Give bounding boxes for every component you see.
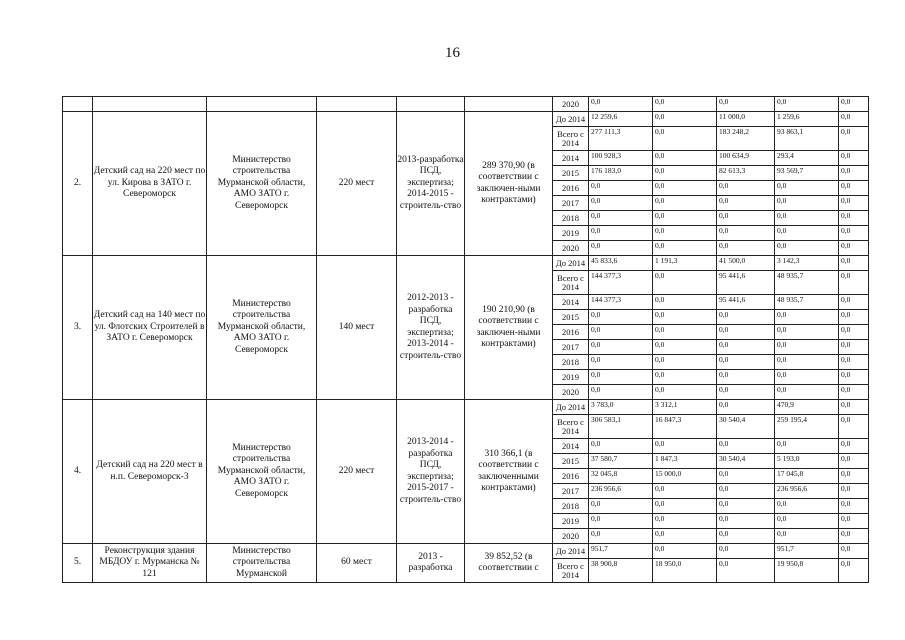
year-cell: Всего с 2014 <box>553 271 589 295</box>
value-cell: 1 847,3 <box>653 454 717 469</box>
value-cell: 0,0 <box>839 295 869 310</box>
value-cell: 0,0 <box>717 340 775 355</box>
value-cell: 0,0 <box>839 439 869 454</box>
value-cell: 0,0 <box>653 196 717 211</box>
value-cell: 0,0 <box>839 211 869 226</box>
value-cell: 0,0 <box>589 181 653 196</box>
value-cell: 0,0 <box>839 127 869 151</box>
value-cell: 0,0 <box>775 439 839 454</box>
value-cell: 0,0 <box>653 544 717 559</box>
value-cell: 0,0 <box>839 484 869 499</box>
project-cost: 39 852,52 (в соответствии с <box>465 544 553 583</box>
project-capacity: 140 мест <box>317 256 397 400</box>
value-cell: 100 928,3 <box>589 151 653 166</box>
value-cell: 0,0 <box>653 295 717 310</box>
value-cell: 16 847,3 <box>653 415 717 439</box>
value-cell: 470,9 <box>775 400 839 415</box>
value-cell: 0,0 <box>839 415 869 439</box>
value-cell: 93 863,1 <box>775 127 839 151</box>
value-cell: 30 540,4 <box>717 454 775 469</box>
value-cell: 0,0 <box>653 97 717 112</box>
project-number: 3. <box>63 256 93 400</box>
value-cell: 1 259,6 <box>775 112 839 127</box>
value-cell: 0,0 <box>717 355 775 370</box>
project-number: 2. <box>63 112 93 256</box>
value-cell: 0,0 <box>839 112 869 127</box>
project-name: Реконструкция здания МБДОУ г. Мурманска № 121 <box>93 544 207 583</box>
project-number: 5. <box>63 544 93 583</box>
value-cell: 100 634,9 <box>717 151 775 166</box>
value-cell: 0,0 <box>589 439 653 454</box>
value-cell: 0,0 <box>775 211 839 226</box>
value-cell: 0,0 <box>775 514 839 529</box>
value-cell: 18 950,0 <box>653 559 717 583</box>
value-cell: 41 500,0 <box>717 256 775 271</box>
project-capacity: 220 мест <box>317 400 397 544</box>
project-period: 2012-2013 - разработка ПСД, экспертиза; 2013-2014 - строитель-ство <box>397 256 465 400</box>
value-cell: 0,0 <box>653 385 717 400</box>
value-cell: 0,0 <box>653 241 717 256</box>
value-cell: 3 312,1 <box>653 400 717 415</box>
value-cell: 0,0 <box>653 529 717 544</box>
value-cell: 17 045,8 <box>775 469 839 484</box>
year-cell: 2015 <box>553 454 589 469</box>
value-cell: 0,0 <box>717 484 775 499</box>
value-cell: 236 956,6 <box>775 484 839 499</box>
value-cell: 0,0 <box>839 529 869 544</box>
value-cell: 37 580,7 <box>589 454 653 469</box>
value-cell: 0,0 <box>589 226 653 241</box>
value-cell: 95 441,6 <box>717 271 775 295</box>
value-cell: 0,0 <box>653 226 717 241</box>
value-cell: 0,0 <box>653 439 717 454</box>
value-cell: 30 540,4 <box>717 415 775 439</box>
value-cell: 0,0 <box>653 355 717 370</box>
value-cell: 0,0 <box>717 559 775 583</box>
value-cell: 0,0 <box>717 529 775 544</box>
year-cell: Всего с 2014 <box>553 415 589 439</box>
value-cell: 0,0 <box>839 97 869 112</box>
value-cell: 0,0 <box>775 385 839 400</box>
value-cell: 0,0 <box>775 355 839 370</box>
year-cell: Всего с 2014 <box>553 559 589 583</box>
value-cell: 0,0 <box>717 310 775 325</box>
program-table <box>62 96 869 583</box>
value-cell: 0,0 <box>717 469 775 484</box>
year-cell: До 2014 <box>553 400 589 415</box>
year-cell: 2017 <box>553 196 589 211</box>
project-number: 4. <box>63 400 93 544</box>
table-row <box>63 400 869 415</box>
value-cell: 0,0 <box>653 211 717 226</box>
value-cell: 0,0 <box>839 454 869 469</box>
value-cell: 0,0 <box>839 514 869 529</box>
year-cell: 2017 <box>553 340 589 355</box>
value-cell: 3 142,3 <box>775 256 839 271</box>
value-cell: 0,0 <box>839 181 869 196</box>
value-cell: 11 000,0 <box>717 112 775 127</box>
project-name: Детский сад на 140 мест по ул. Флотских Строителей в ЗАТО г. Североморск <box>93 256 207 400</box>
value-cell: 0,0 <box>653 499 717 514</box>
year-cell: 2016 <box>553 325 589 340</box>
value-cell: 0,0 <box>775 499 839 514</box>
value-cell: 0,0 <box>589 211 653 226</box>
value-cell: 0,0 <box>839 271 869 295</box>
value-cell: 0,0 <box>839 310 869 325</box>
value-cell: 0,0 <box>839 355 869 370</box>
value-cell: 0,0 <box>839 469 869 484</box>
project-capacity: 60 мест <box>317 544 397 583</box>
value-cell: 0,0 <box>775 340 839 355</box>
year-cell: 2016 <box>553 469 589 484</box>
value-cell: 0,0 <box>589 370 653 385</box>
value-cell: 0,0 <box>653 325 717 340</box>
value-cell: 15 000,0 <box>653 469 717 484</box>
value-cell: 176 183,0 <box>589 166 653 181</box>
value-cell: 951,7 <box>589 544 653 559</box>
year-cell: 2019 <box>553 514 589 529</box>
value-cell: 12 259,6 <box>589 112 653 127</box>
value-cell: 0,0 <box>717 439 775 454</box>
value-cell: 0,0 <box>717 544 775 559</box>
value-cell: 0,0 <box>839 499 869 514</box>
project-cost: 289 370,90 (в соответствии с заключен-ными контрактами) <box>465 112 553 256</box>
value-cell: 0,0 <box>653 514 717 529</box>
value-cell: 277 111,3 <box>589 127 653 151</box>
value-cell: 0,0 <box>589 241 653 256</box>
value-cell: 0,0 <box>775 241 839 256</box>
year-cell: 2015 <box>553 310 589 325</box>
value-cell: 293,4 <box>775 151 839 166</box>
value-cell: 0,0 <box>775 325 839 340</box>
value-cell: 0,0 <box>717 181 775 196</box>
value-cell: 5 193,0 <box>775 454 839 469</box>
value-cell: 0,0 <box>589 514 653 529</box>
value-cell: 93 569,7 <box>775 166 839 181</box>
value-cell: 0,0 <box>775 196 839 211</box>
value-cell: 38 900,8 <box>589 559 653 583</box>
project-customer: Министерство строительства Мурманской <box>207 544 317 583</box>
value-cell: 0,0 <box>839 226 869 241</box>
empty-cell <box>207 97 317 112</box>
year-cell: 2014 <box>553 295 589 310</box>
value-cell: 95 441,6 <box>717 295 775 310</box>
empty-cell <box>93 97 207 112</box>
value-cell: 0,0 <box>589 310 653 325</box>
value-cell: 0,0 <box>653 484 717 499</box>
year-cell: 2015 <box>553 166 589 181</box>
value-cell: 0,0 <box>839 559 869 583</box>
value-cell: 0,0 <box>653 112 717 127</box>
value-cell: 0,0 <box>839 544 869 559</box>
empty-cell <box>317 97 397 112</box>
value-cell: 0,0 <box>653 181 717 196</box>
value-cell: 1 191,3 <box>653 256 717 271</box>
value-cell: 0,0 <box>589 325 653 340</box>
value-cell: 259 195,4 <box>775 415 839 439</box>
value-cell: 0,0 <box>653 310 717 325</box>
value-cell: 0,0 <box>839 400 869 415</box>
table-row <box>63 544 869 559</box>
project-customer: Министерство строительства Мурманской области, АМО ЗАТО г. Североморск <box>207 400 317 544</box>
value-cell: 0,0 <box>653 370 717 385</box>
empty-cell <box>63 97 93 112</box>
project-cost: 310 366,1 (в соответствии с заключенными контрактами) <box>465 400 553 544</box>
year-cell: 2020 <box>553 97 589 112</box>
value-cell: 0,0 <box>717 499 775 514</box>
value-cell: 0,0 <box>775 529 839 544</box>
value-cell: 0,0 <box>589 385 653 400</box>
project-customer: Министерство строительства Мурманской области, АМО ЗАТО г. Североморск <box>207 112 317 256</box>
year-cell: Всего с 2014 <box>553 127 589 151</box>
year-cell: 2016 <box>553 181 589 196</box>
year-cell: 2017 <box>553 484 589 499</box>
year-cell: 2020 <box>553 529 589 544</box>
value-cell: 0,0 <box>589 196 653 211</box>
value-cell: 0,0 <box>839 325 869 340</box>
project-name: Детский сад на 220 мест в н.п. Североморск-3 <box>93 400 207 544</box>
value-cell: 0,0 <box>653 127 717 151</box>
value-cell: 144 377,3 <box>589 271 653 295</box>
value-cell: 0,0 <box>775 181 839 196</box>
project-customer: Министерство строительства Мурманской области, АМО ЗАТО г. Североморск <box>207 256 317 400</box>
value-cell: 0,0 <box>775 97 839 112</box>
value-cell: 0,0 <box>839 370 869 385</box>
year-cell: 2019 <box>553 226 589 241</box>
value-cell: 0,0 <box>589 340 653 355</box>
project-name: Детский сад на 220 мест по ул. Кирова в ЗАТО г. Североморск <box>93 112 207 256</box>
empty-cell <box>465 97 553 112</box>
value-cell: 32 045,8 <box>589 469 653 484</box>
value-cell: 0,0 <box>839 340 869 355</box>
value-cell: 0,0 <box>775 370 839 385</box>
value-cell: 0,0 <box>839 241 869 256</box>
year-cell: 2014 <box>553 439 589 454</box>
value-cell: 0,0 <box>775 310 839 325</box>
page-number: 16 <box>445 45 460 61</box>
value-cell: 3 783,0 <box>589 400 653 415</box>
value-cell: 144 377,3 <box>589 295 653 310</box>
value-cell: 0,0 <box>839 256 869 271</box>
value-cell: 45 833,6 <box>589 256 653 271</box>
table-row <box>63 112 869 127</box>
value-cell: 0,0 <box>717 211 775 226</box>
value-cell: 0,0 <box>839 196 869 211</box>
year-cell: До 2014 <box>553 256 589 271</box>
year-cell: До 2014 <box>553 112 589 127</box>
value-cell: 306 583,1 <box>589 415 653 439</box>
value-cell: 0,0 <box>839 151 869 166</box>
table-row <box>63 97 869 112</box>
year-cell: До 2014 <box>553 544 589 559</box>
project-period: 2013-2014 - разработка ПСД, экспертиза; 2015-2017 - строитель-ство <box>397 400 465 544</box>
project-period: 2013-разработка ПСД, экспертиза; 2014-2015 - строитель-ство <box>397 112 465 256</box>
value-cell: 0,0 <box>717 226 775 241</box>
year-cell: 2014 <box>553 151 589 166</box>
table-row <box>63 256 869 271</box>
value-cell: 0,0 <box>653 271 717 295</box>
value-cell: 0,0 <box>717 370 775 385</box>
value-cell: 0,0 <box>589 529 653 544</box>
value-cell: 0,0 <box>717 400 775 415</box>
value-cell: 82 613,3 <box>717 166 775 181</box>
value-cell: 19 950,8 <box>775 559 839 583</box>
value-cell: 0,0 <box>653 151 717 166</box>
value-cell: 48 935,7 <box>775 295 839 310</box>
value-cell: 183 248,2 <box>717 127 775 151</box>
value-cell: 0,0 <box>589 97 653 112</box>
year-cell: 2018 <box>553 211 589 226</box>
value-cell: 951,7 <box>775 544 839 559</box>
value-cell: 0,0 <box>653 166 717 181</box>
value-cell: 0,0 <box>589 499 653 514</box>
year-cell: 2018 <box>553 499 589 514</box>
project-period: 2013 - разработка <box>397 544 465 583</box>
empty-cell <box>397 97 465 112</box>
year-cell: 2020 <box>553 385 589 400</box>
year-cell: 2018 <box>553 355 589 370</box>
value-cell: 48 935,7 <box>775 271 839 295</box>
value-cell: 0,0 <box>717 97 775 112</box>
value-cell: 0,0 <box>589 355 653 370</box>
value-cell: 236 956,6 <box>589 484 653 499</box>
project-capacity: 220 мест <box>317 112 397 256</box>
value-cell: 0,0 <box>653 340 717 355</box>
value-cell: 0,0 <box>775 226 839 241</box>
value-cell: 0,0 <box>717 514 775 529</box>
value-cell: 0,0 <box>717 196 775 211</box>
value-cell: 0,0 <box>717 385 775 400</box>
year-cell: 2020 <box>553 241 589 256</box>
project-cost: 190 210,90 (в соответствии с заключен-ными контрактами) <box>465 256 553 400</box>
value-cell: 0,0 <box>717 325 775 340</box>
year-cell: 2019 <box>553 370 589 385</box>
value-cell: 0,0 <box>717 241 775 256</box>
value-cell: 0,0 <box>839 166 869 181</box>
value-cell: 0,0 <box>839 385 869 400</box>
